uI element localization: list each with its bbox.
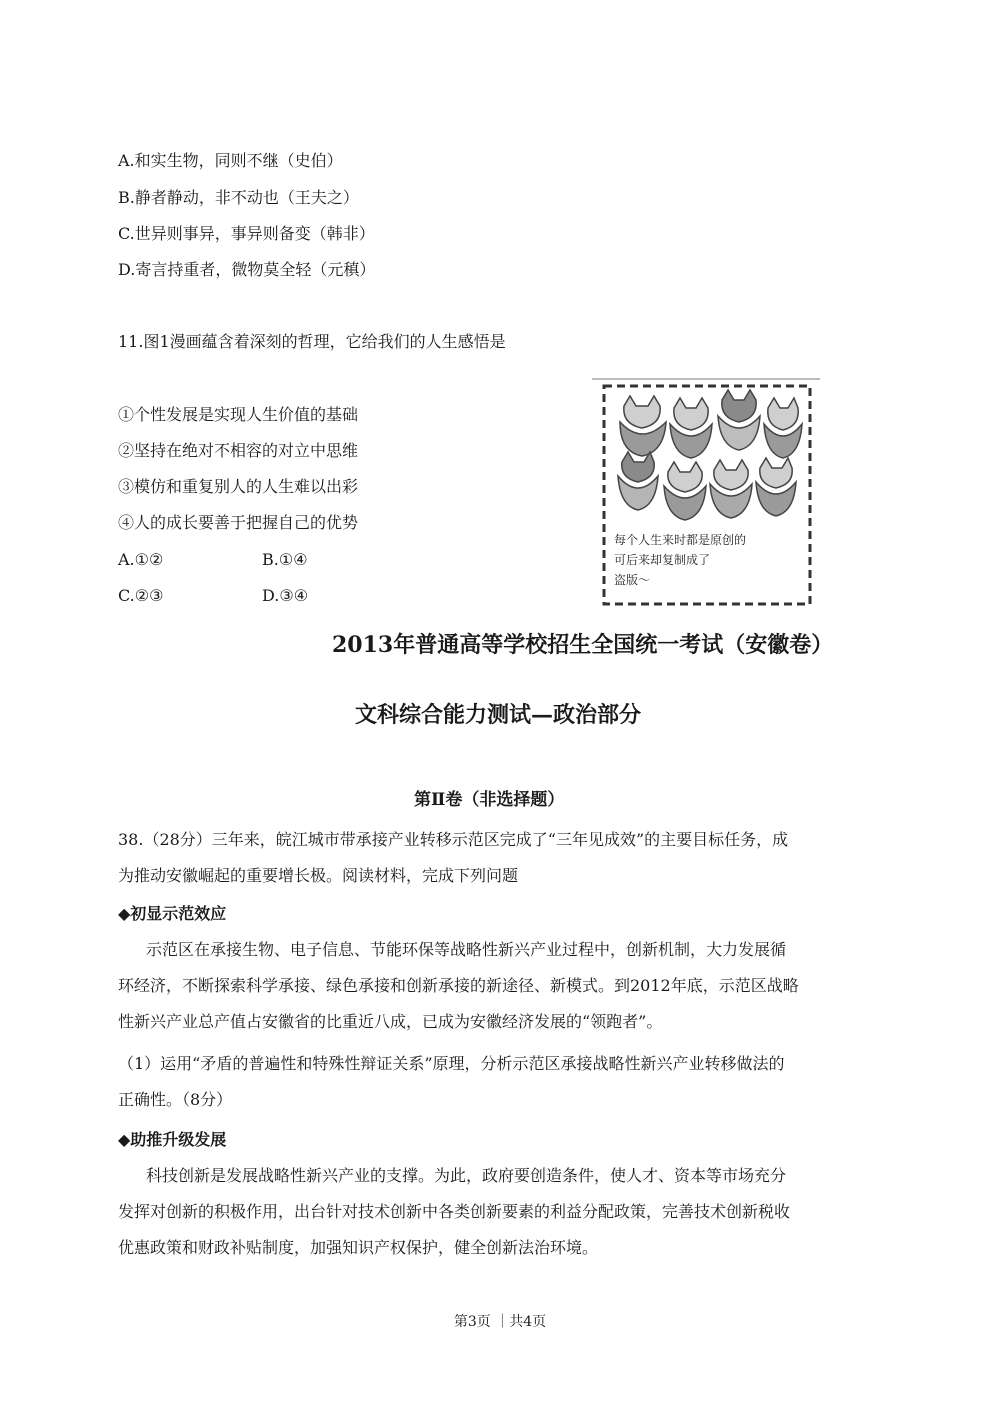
q38-part2-line-2: 发挥对创新的积极作用，出台针对技术创新中各类创新要素的利益分配政策，完善技术创新税收 — [118, 1202, 791, 1221]
caption-line-1: 每个人生来时都是原创的 — [614, 533, 747, 547]
q38-sub1 — [118, 1046, 888, 1118]
q38-part1-line-1: 示范区在承接生物、电子信息、节能环保等战略性新兴产业过程中，创新机制，大力发展循 — [146, 940, 787, 959]
q38-part1-heading: ◆初显示范效应 — [118, 904, 227, 923]
q38-sub1-line-2: 正确性。（8分） — [118, 1090, 233, 1109]
q11-option-d: D.③④ — [262, 586, 309, 605]
q11-option-b: B.①④ — [262, 550, 308, 569]
q38-part1-paragraph — [118, 932, 888, 1040]
cat-icon — [618, 452, 658, 510]
q38-part2-line-1: 科技创新是发展战略性新兴产业的支撑。为此，政府要创造条件，使人才、资本等市场充分 — [146, 1166, 787, 1185]
cat-icon — [664, 462, 706, 520]
exam-title: 2013年普通高等学校招生全国统一考试（安徽卷） — [332, 632, 834, 658]
cartoon-figure — [592, 376, 822, 608]
q10-option-a: A.和实生物，同则不继（史伯） — [118, 151, 343, 170]
cat-icon — [756, 458, 796, 516]
q11-item-3: ③模仿和重复别人的人生难以出彩 — [118, 477, 359, 496]
exam-subtitle: 文科综合能力测试—政治部分 — [355, 702, 642, 728]
q11-stem: 11.图1漫画蕴含着深刻的哲理，它给我们的人生感悟是 — [118, 332, 506, 351]
q10-option-d: D.寄言持重者，微物莫全轻（元稹） — [118, 260, 376, 279]
q10-option-c: C.世异则事异，事异则备变（韩非） — [118, 224, 375, 243]
q38-part1-line-3: 性新兴产业总产值占安徽省的比重近八成，已成为安徽经济发展的“领跑者”。 — [118, 1012, 663, 1031]
q38-intro-line-2: 为推动安徽崛起的重要增长极。阅读材料，完成下列问题 — [118, 866, 519, 885]
q11-option-a: A.①② — [118, 550, 164, 569]
cat-icon — [670, 398, 712, 458]
cartoon-cats — [618, 390, 802, 520]
page-footer: 第3页 ｜共4页 — [453, 1314, 547, 1330]
cat-icon — [620, 396, 666, 456]
section-heading: 第Ⅱ卷（非选择题） — [414, 790, 565, 810]
q38-sub1-line-1: （1）运用“矛盾的普遍性和特殊性辩证关系”原理，分析示范区承接战略性新兴产业转移做法的 — [118, 1054, 785, 1073]
cat-icon — [710, 460, 752, 518]
q38-intro — [118, 822, 888, 894]
q38-part1-line-2: 环经济，不断探索科学承接、绿色承接和创新承接的新途径、新模式。到2012年底，示范区战略 — [118, 976, 799, 995]
cartoon-caption — [614, 532, 746, 587]
q11-option-c: C.②③ — [118, 586, 164, 605]
q11-item-2: ②坚持在绝对不相容的对立中思维 — [118, 441, 359, 460]
cat-icon — [764, 398, 802, 458]
q38-intro-line-1: 38.（28分）三年来，皖江城市带承接产业转移示范区完成了“三年见成效”的主要目标任务，成 — [118, 830, 789, 849]
caption-line-3: 盗版～ — [614, 573, 651, 587]
q10-option-b: B.静者静动，非不动也（王夫之） — [118, 188, 359, 207]
q38-part2-line-3: 优惠政策和财政补贴制度，加强知识产权保护，健全创新法治环境。 — [118, 1238, 599, 1257]
q38-part2-heading: ◆助推升级发展 — [118, 1130, 227, 1149]
q11-item-1: ①个性发展是实现人生价值的基础 — [118, 405, 359, 424]
q38-part2-paragraph — [118, 1158, 888, 1266]
q11-item-4: ④人的成长要善于把握自己的优势 — [118, 513, 359, 532]
cat-icon — [718, 390, 760, 450]
caption-line-2: 可后来却复制成了 — [614, 553, 711, 567]
